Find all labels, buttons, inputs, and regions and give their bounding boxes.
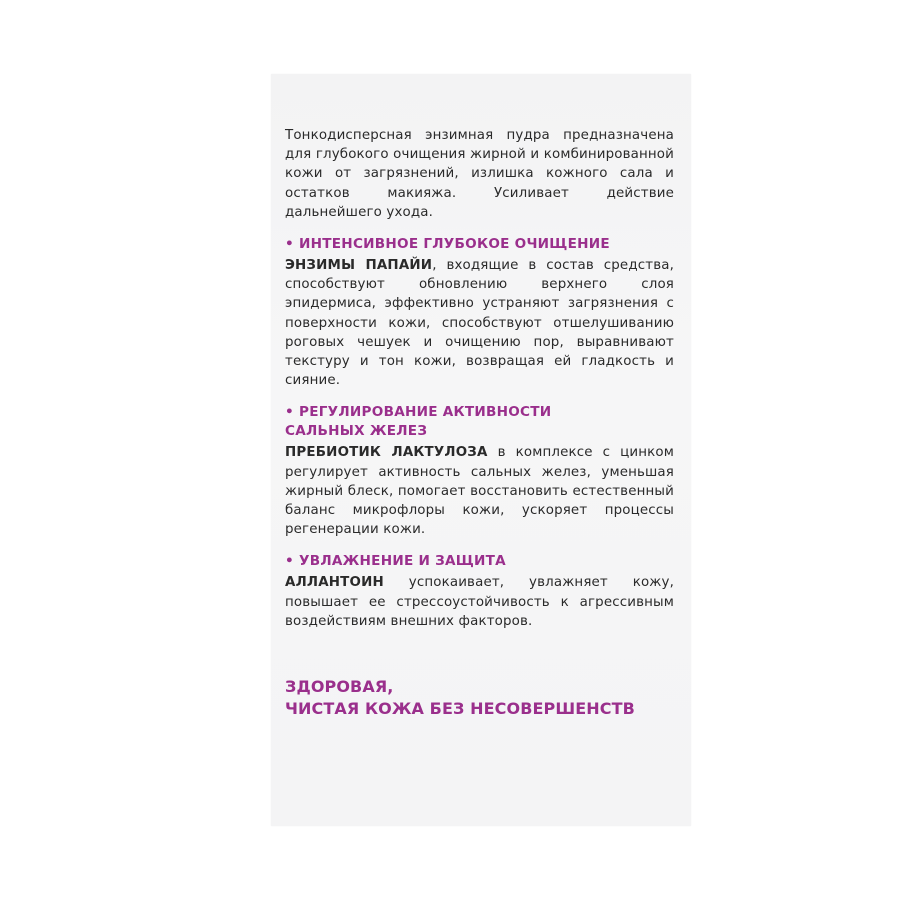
section-heading	[285, 539, 674, 571]
section-title: ИНТЕНСИВНОЕ ГЛУБОКОЕ ОЧИЩЕНИЕ	[299, 236, 610, 253]
tagline-line2: ЧИСТАЯ КОЖА БЕЗ НЕСОВЕРШЕНСТВ	[285, 699, 635, 718]
section-title: РЕГУЛИРОВАНИЕ АКТИВНОСТИ	[299, 404, 552, 421]
section-text	[285, 443, 674, 539]
bullet-icon: •	[285, 404, 294, 421]
ingredient-description: , входящие в состав средства, способствуют обновлению верхнего слоя эпидермиса, эффективно устраняют загрязнения с поверхности кожи, способствуют отшелушиванию роговых чешуек и очищению пор, выравнивают текстуру и тон кожи, возвращая ей гладкость и сияние.	[285, 258, 674, 389]
tagline	[285, 676, 685, 720]
section-heading	[285, 390, 674, 441]
section-moisturizing	[285, 539, 674, 631]
ingredient-description: успокаивает, увлажняет кожу, повышает ее стрессоустойчивость к агрессивным воздействиям внешних факторов.	[285, 575, 674, 629]
section-deep-cleansing	[285, 222, 674, 390]
tagline-line1: ЗДОРОВАЯ,	[285, 677, 394, 696]
ingredient-name: ЭНЗИМЫ ПАПАЙИ	[285, 258, 433, 274]
ingredient-description: в комплексе с цинком регулирует активность сальных желез, уменьшая жирный блеск, помогает восстановить естественный баланс микрофлоры кожи, ускоряет процессы регенерации кожи.	[285, 445, 675, 538]
ingredient-name: АЛЛАНТОИН	[285, 575, 384, 591]
description-block	[285, 126, 674, 631]
bullet-icon: •	[285, 553, 294, 570]
bullet-icon: •	[285, 236, 294, 253]
intro-paragraph: Тонкодисперсная энзимная пудра предназначена для глубокого очищения жирной и комбинированной кожи от загрязнений, излишка кожного сала и остатков макияжа. Усиливает действие дальнейшего ухода.	[285, 128, 674, 220]
section-text	[285, 573, 674, 631]
section-sebum-regulation	[285, 390, 674, 539]
ingredient-name: ПРЕБИОТИК ЛАКТУЛОЗА	[285, 445, 488, 461]
section-title: УВЛАЖНЕНИЕ И ЗАЩИТА	[299, 553, 506, 570]
section-heading	[285, 222, 674, 254]
section-title-line2: САЛЬНЫХ ЖЕЛЕЗ	[285, 423, 428, 440]
section-text	[285, 256, 674, 390]
